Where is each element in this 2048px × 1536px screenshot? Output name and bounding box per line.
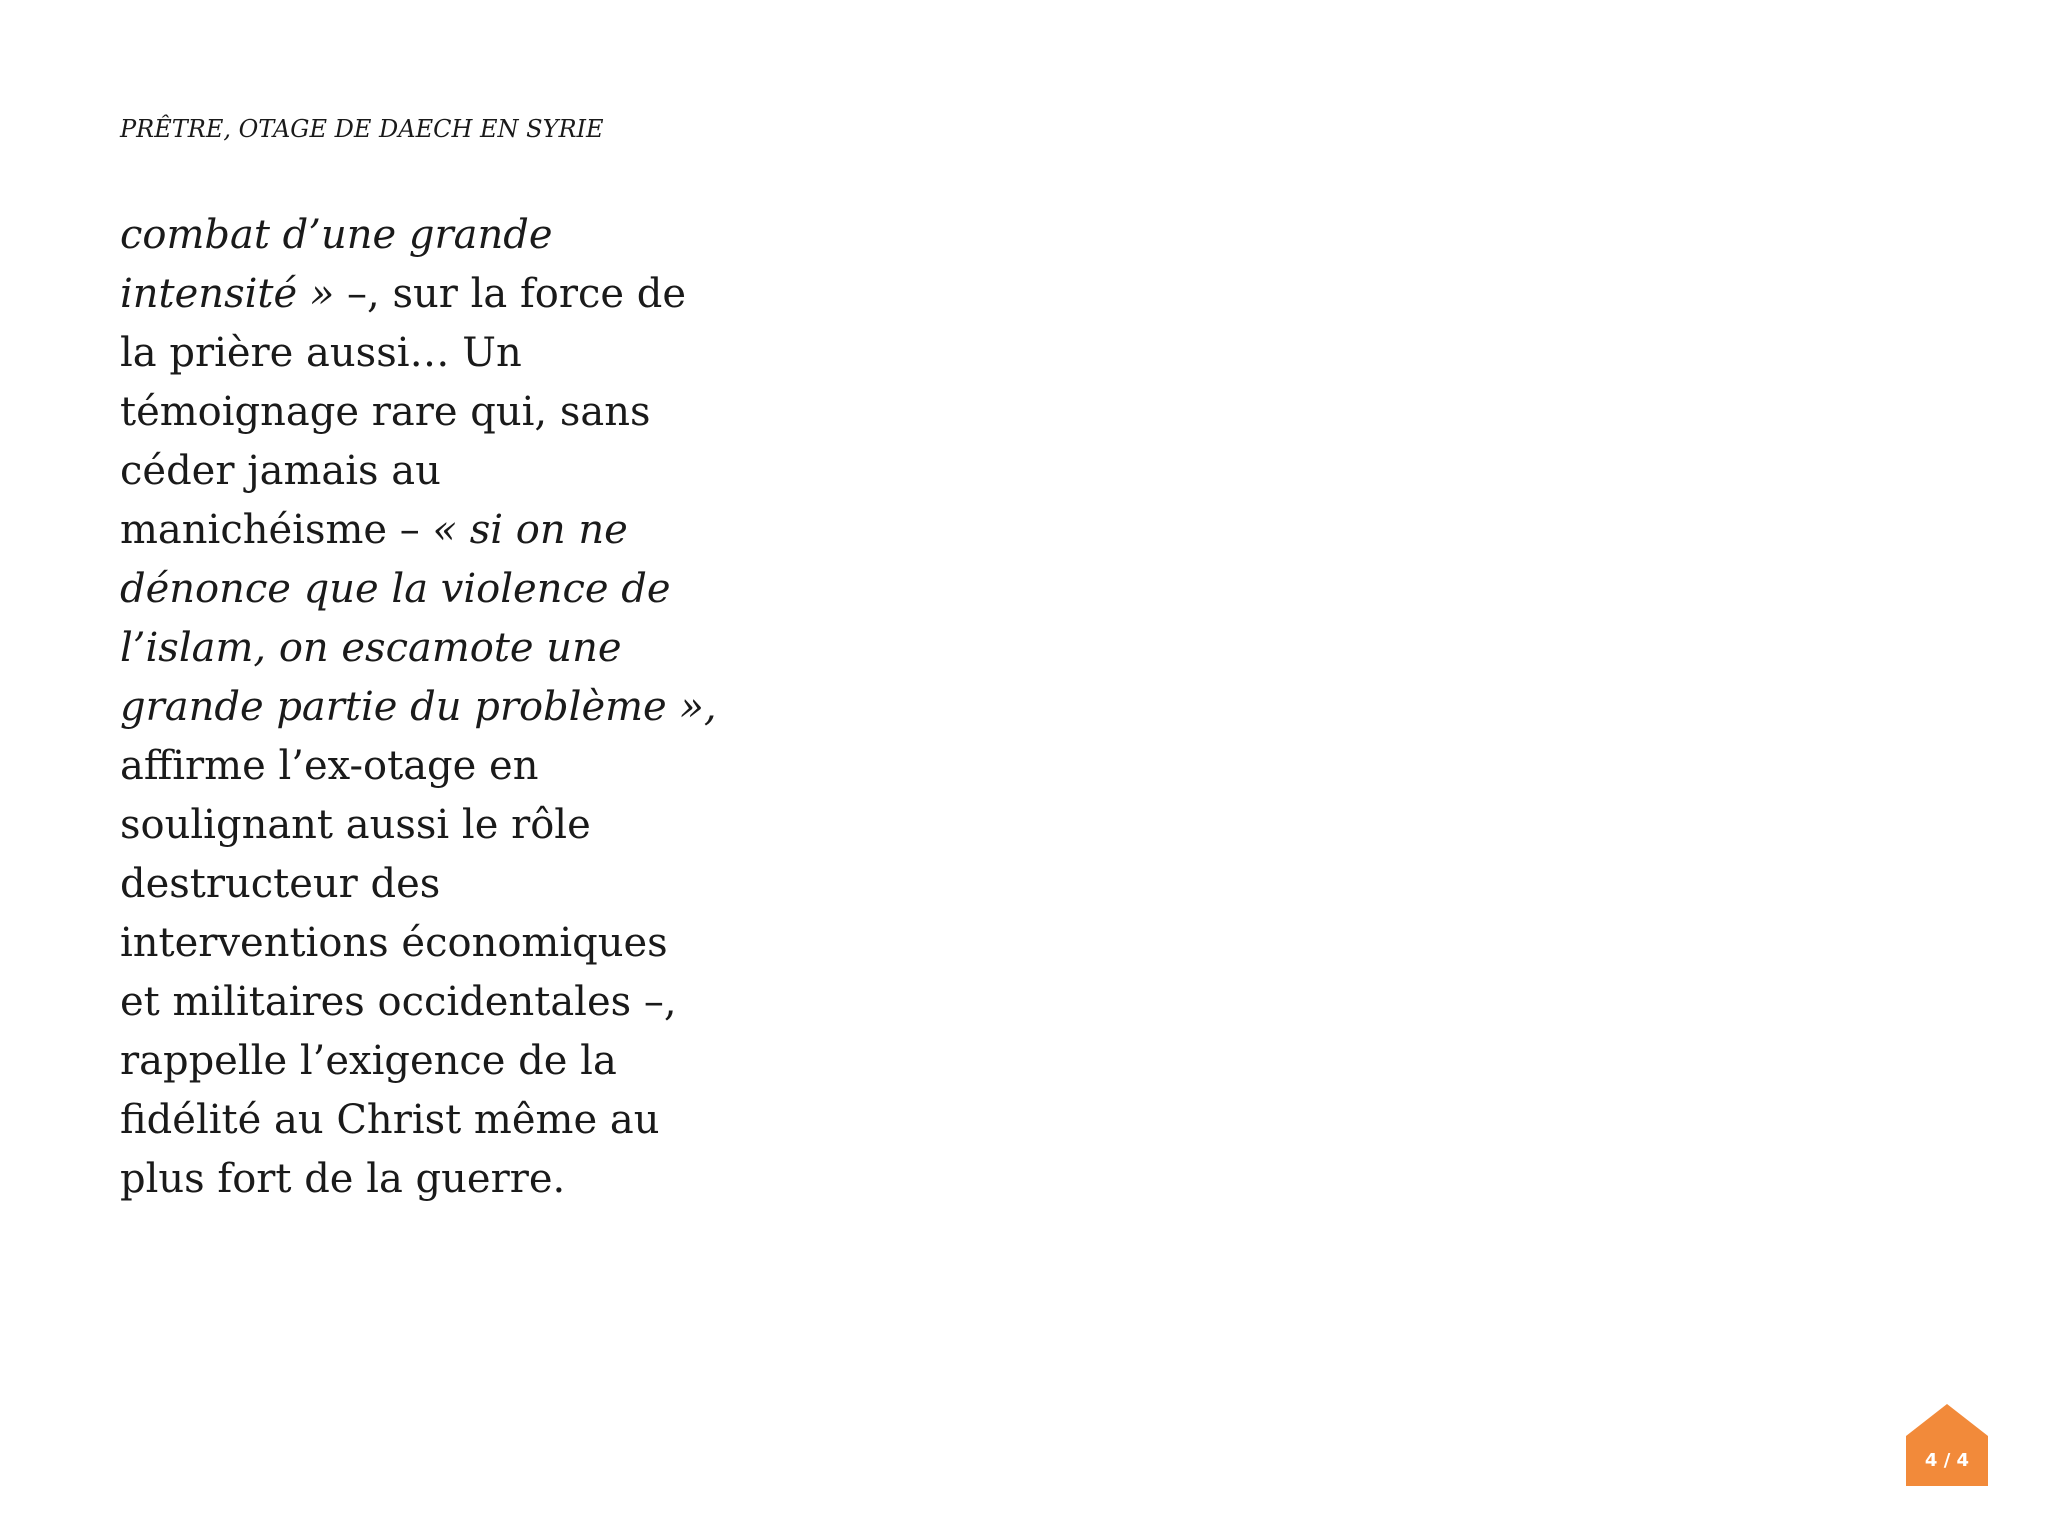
text-run: plus fort de la guerre. [120,1156,566,1202]
body-line [120,619,700,678]
body-line [120,796,700,855]
text-run: rappelle l’exigence de la [120,1038,617,1084]
italic-run: combat d’une grande [120,212,553,258]
italic-run: dénonce que la violence de [120,566,671,612]
body-text [120,206,717,1209]
text-run: et militaires occidentales –, [120,979,677,1025]
italic-run: intensité » [120,271,335,317]
text-run: interventions économiques [120,920,668,966]
text-run: témoignage rare qui, sans [120,389,651,435]
body-line [120,265,700,324]
page-indicator-label: 4 / 4 [1924,1450,1970,1471]
italic-run: « si on ne [432,507,628,553]
body-line [120,560,700,619]
body-line [120,1032,700,1091]
italic-run: l’islam, on escamote une [120,625,622,671]
body-line [120,1091,700,1150]
page-indicator-button[interactable] [1906,1404,1988,1486]
house-badge-icon [1906,1404,1988,1486]
body-line [120,737,700,796]
body-line [120,973,700,1032]
text-run: manichéisme – [120,507,433,553]
text-run: affirme l’ex-otage en [120,743,539,789]
body-line [120,501,700,560]
text-run: soulignant aussi le rôle [120,802,591,848]
text-run: –, sur la force de [334,271,687,317]
body-line [120,914,700,973]
body-line [120,678,717,737]
body-line [120,383,700,442]
body-line [120,442,700,501]
body-line [120,1150,700,1209]
text-run: fidélité au Christ même au [120,1097,660,1143]
text-run: destructeur des [120,861,441,907]
text-run: la prière aussi… Un [120,330,522,376]
running-header: PRÊTRE, OTAGE DE DAECH EN SYRIE [120,115,604,143]
body-line [120,324,700,383]
body-line [120,855,700,914]
italic-run: grande partie du problème », [120,684,717,730]
text-run: céder jamais au [120,448,441,494]
body-line [120,206,700,265]
